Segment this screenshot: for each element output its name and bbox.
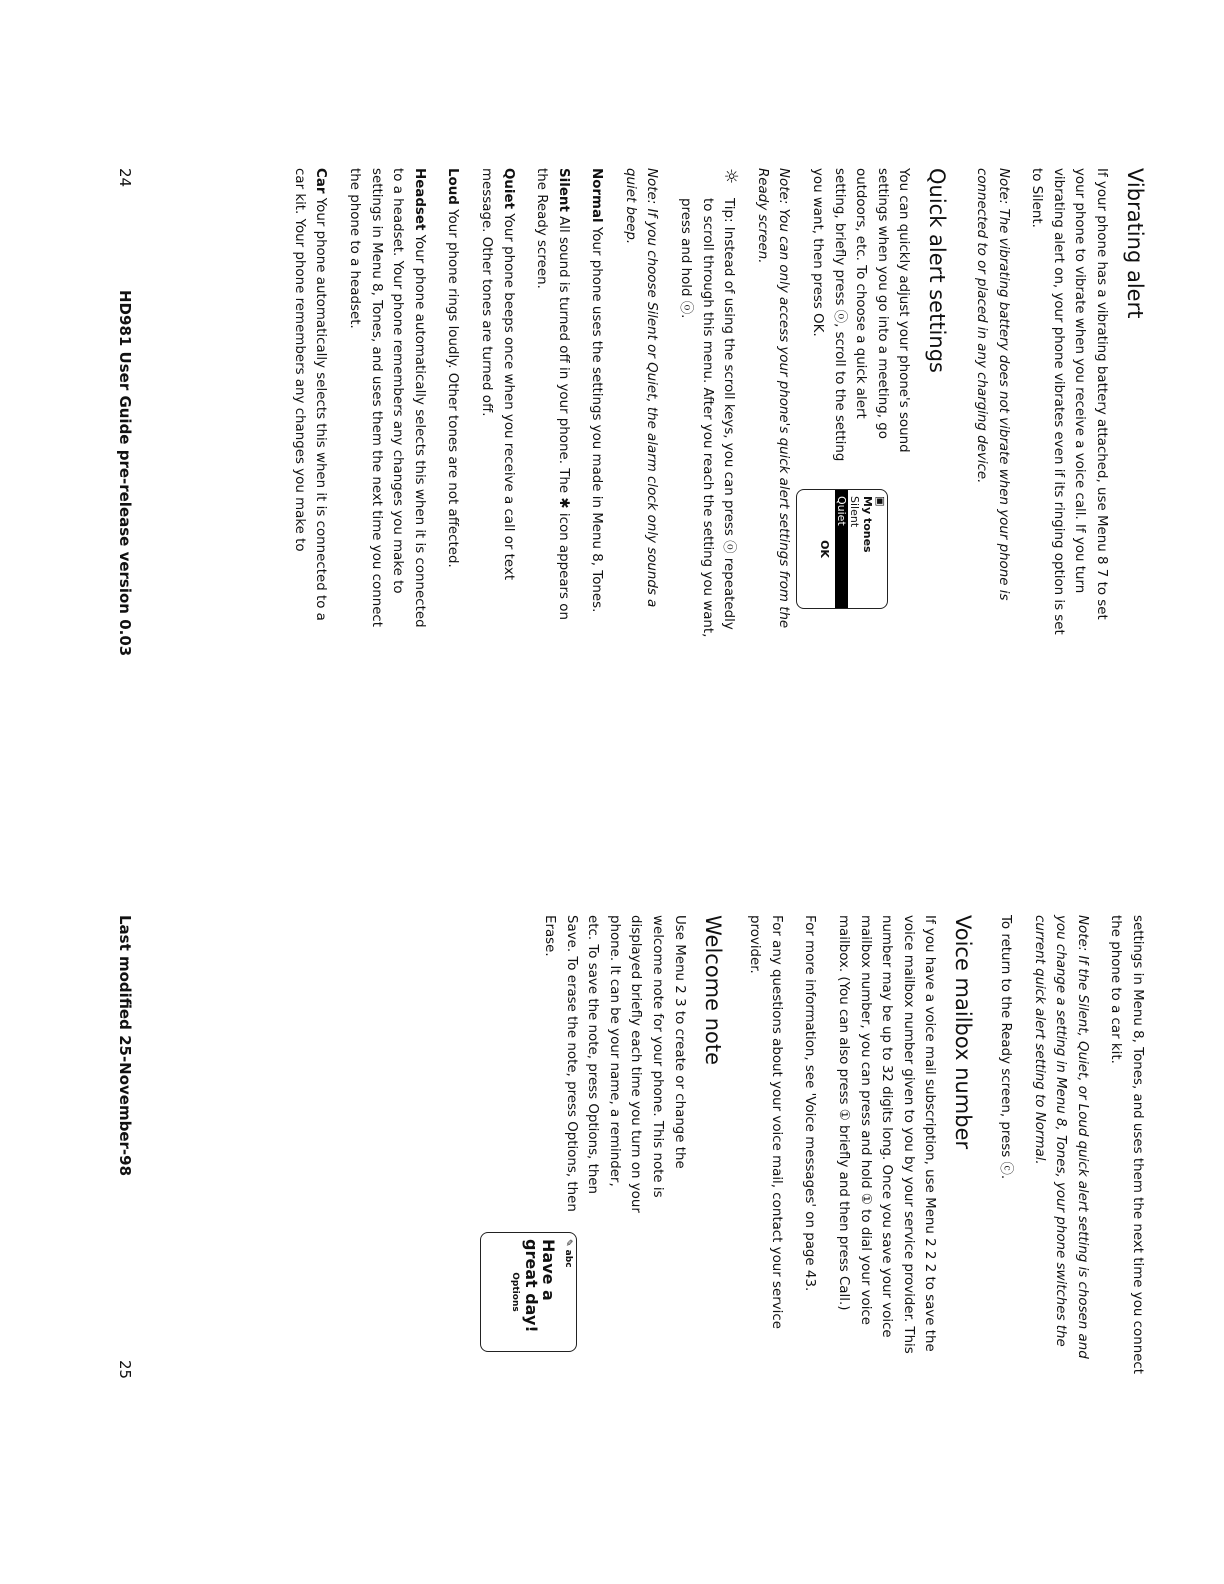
vibrating-note: Note: The vibrating battery does not vibrate when your phone is connected to or placed in any charging device. [974,168,1011,601]
screen-ok-softkey: OK [818,540,831,558]
quick-alert-switch-note: Note: If the Silent, Quiet, or Loud quick alert setting is chosen and you change a setting in Menu 8, Tones, your phone switches the current quick alert setting to Normal. [1031,915,1090,1359]
screen-options-softkey: Options [510,1272,520,1312]
item-normal [586,168,608,638]
left-page-column [276,168,1148,638]
screen-edit-indicator: ✎ abc [563,1239,573,1268]
screen-row-quiet: Quiet [835,490,848,608]
page-number-left: 24 [116,168,134,188]
car-continuation-text: settings in Menu 8, Tones, and uses them the next time you connect the phone to a car kit. [1108,915,1145,1375]
item-headset [343,168,429,638]
term-headset: Headset [411,168,427,231]
quick-alert-phone-screen [796,489,888,609]
heading-vibrating-alert: Vibrating alert [1123,168,1147,319]
lightbulb-icon: ☼ [720,168,742,185]
screen-welcome-message: Have a great day! [522,1239,558,1333]
item-loud [442,168,464,638]
text-normal: Your phone uses the settings you made in Menu 8, Tones. [589,226,605,613]
text-quiet: Your phone beeps once when you receive a call or text message. Other tones are turned off. [478,168,516,581]
welcome-note-phone-screen [480,1232,577,1352]
screen-row-my-tones: My tones [861,496,874,553]
item-quiet [475,168,518,638]
item-silent [531,168,574,638]
text-silent: All sound is turned off in your phone. The ✱ icon appears on the Ready screen. [534,168,571,620]
footer-left: HD981 User Guide pre-release version 0.03 [116,290,134,657]
heading-quick-alert: Quick alert settings [925,168,950,373]
term-loud: Loud [445,168,461,205]
term-silent: Silent [555,168,571,212]
quick-alert-note: Note: You can only access your phone's quick alert settings from the Ready screen. [754,168,792,629]
term-car: Car [313,168,329,194]
text-loud: Your phone rings loudly. Other tones are not affected. [445,209,461,568]
heading-voice-mailbox: Voice mailbox number [951,915,976,1150]
quick-alert-text: You can quickly adjust your phone's sound settings when you go into a meeting, go outdoors, etc. To choose a quick alert setting, briefly press ⓞ, scroll to the setting you want, then press OK. [810,168,912,462]
item-car [288,168,331,638]
return-ready-text: To return to the Ready screen, press ⓒ. [998,915,1014,1180]
term-normal: Normal [589,168,605,223]
voice-mailbox-questions: For any questions about your voice mail, contact your service provider. [747,915,784,1329]
tip-block [675,168,740,638]
vibrating-alert-text: If your phone has a vibrating battery attached, use Menu 8 7 to set your phone to vibrate when you receive a voice call. If you turn vibrating alert on, your phone vibrates even if its ringing option is set to Silent. [1029,168,1109,635]
right-page-column [527,915,1148,1385]
text-headset: Your phone automatically selects this when it is connected to a headset. Your phone remembers any changes you make to settings in Menu 8, Tones, and uses them the next time you connect the phone to a headset. [346,168,427,628]
footer-right: Last modified 25-November-98 [116,915,134,1177]
alarm-note: Note: If you choose Silent or Quiet, the alarm clock only sounds a quiet beep. [622,168,660,608]
screen-icon: ▣ [874,496,887,507]
voice-mailbox-text: If you have a voice mail subscription, use Menu 2 2 2 to save the voice mailbox number given to you by your service provider. This number may be up to 32 digits long. Once you save your voice mailbox number, you can press and hold ① to dial your voice mailbox. (You can also press ① briefly and then press Call.) [836,915,938,1354]
text-car: Your phone automatically selects this when it is connected to a car kit. Your phone remembers any changes you make to [291,168,329,621]
term-quiet: Quiet [500,168,516,209]
heading-welcome-note: Welcome note [700,915,725,1066]
welcome-note-text: Use Menu 2 3 to create or change the welcome note for your phone. This note is displayed briefly each time you turn on your phone. It can be your name, a reminder, etc. To save the note, press Options, then Save. To erase the note, press Options, then Erase. [542,915,687,1213]
tip-text: Tip: Instead of using the scroll keys, you can press ⓞ repeatedly to scroll through this menu. After you reach the setting you want, press and hold ⓞ. [678,198,737,638]
screen-row-silent: Silent [848,496,861,528]
voice-mailbox-more-info: For more information, see 'Voice messages' on page 43. [802,915,818,1292]
page-number-right: 25 [116,1360,134,1380]
